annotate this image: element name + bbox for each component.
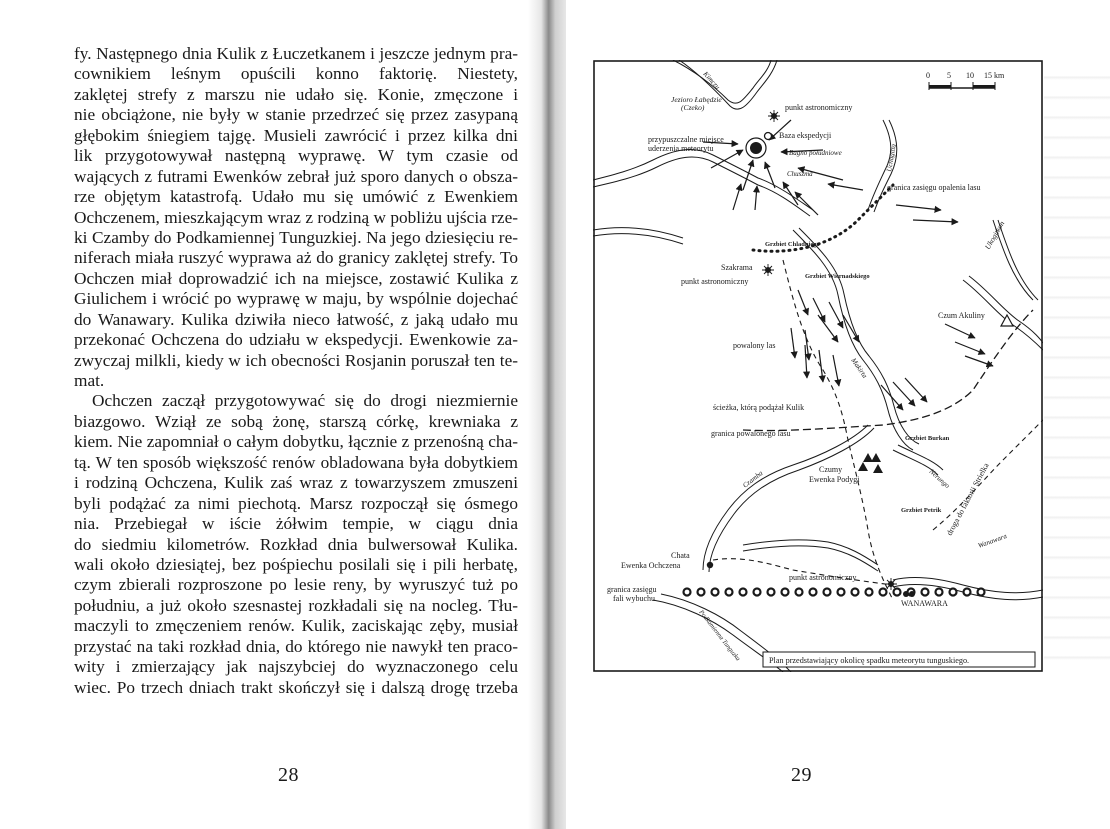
text-line: rze objętym katastrofą. Udało mu się umówić z Ewenkiem xyxy=(74,187,518,207)
petrik-ridge-label: Grzbiet Petrik xyxy=(901,507,942,514)
text-line: nie obciążone, nie były w stanie przedrzeć się przez zasypaną xyxy=(74,105,518,125)
impact-site-label-2: uderzenia meteorytu xyxy=(648,144,714,153)
scale-tick: 10 xyxy=(966,71,974,80)
text-line: przekonać Ochczena do udziału w ekspedycji. Ewenkowie za- xyxy=(74,330,518,350)
text-line: Ochczen zaczął przygotowywać się do drogi niezmiernie xyxy=(92,391,518,411)
uchagitta-label: Uchagitta xyxy=(885,143,898,173)
scale-tick: 0 xyxy=(926,71,930,80)
strielka-road-label: droga do faktorii Strielka xyxy=(944,461,991,537)
text-line: Giulichem i wrócić po wyprawę w maju, by wspólnie dojechać xyxy=(74,289,518,309)
text-line: mat. xyxy=(74,371,105,390)
map-caption: Plan przedstawiający okolicę spadku meteorytu tunguskiego. xyxy=(769,656,970,665)
lake-alt-label: (Czeko) xyxy=(681,103,705,112)
page-number-left: 28 xyxy=(278,764,299,786)
bleed-through-texture xyxy=(1044,60,1110,672)
lake-label: Jezioro Łabędzie xyxy=(671,95,722,104)
blast-limit-label-2: fali wybuchu xyxy=(613,594,655,603)
ukogitkon-label: Ukogitkon xyxy=(982,219,1007,251)
blast-limit-label: granica zasięgu xyxy=(607,585,657,594)
hut-label-2: Ewenka Ochczena xyxy=(621,561,681,570)
hut-label: Chata xyxy=(671,551,690,560)
text-line: wity i zmierzający jak najszybciej do wyznaczonego celu xyxy=(74,657,518,677)
text-line: niferach miała ruszyć wyprawa aż do granicy zaklętej strefy. To xyxy=(74,248,518,268)
left-page xyxy=(0,0,548,829)
text-line: maczyli to zmęczeniem renów. Kulik, zaciskając zęby, musiał xyxy=(74,616,518,636)
text-line: byli podążać za nimi piechotą. Marsz rozpoczął się ósmego xyxy=(74,493,518,513)
text-line: wiec. Po trzech dniach trakt skończył się i dalszą drogę trzeba xyxy=(74,677,518,697)
astronomical-point-label-bottom: punkt astronomiczny xyxy=(789,573,857,582)
text-line: nia. Przebiegał w iście żółwim tempie, w ciągu dnia xyxy=(74,514,518,534)
text-line: i rodziną Ochczena, Kulik zaś wraz z towarzyszem zmuszeni xyxy=(74,473,518,493)
burn-limit-label: granica zasięgu opalenia lasu xyxy=(887,183,981,192)
szakrama-label: Szakrama xyxy=(721,263,753,272)
text-line: do Wanawary. Kulika dziwiła nieco łatwość, z jaką udało mu xyxy=(74,309,518,329)
text-line: tą. W ten sposób większość renów obladowana była dobytkiem xyxy=(74,452,518,472)
tunguska-map xyxy=(593,60,1043,672)
scale-tick: 5 xyxy=(947,71,951,80)
astronomical-point-label-top: punkt astronomiczny xyxy=(785,103,853,112)
chums-label: Czumy xyxy=(819,465,843,474)
vernadsky-ridge-label: Grzbiet Wiernadskiego xyxy=(805,273,870,280)
text-line: wali około dziesiątej, bez pośpiechu posilali się i pili herbatę, xyxy=(74,554,518,574)
text-line: do siedmiu kilometrów. Rozkład dnia bulwersował Kulika. xyxy=(74,534,518,554)
impact-site-label: przypuszczalne miejsce xyxy=(648,135,724,144)
fallen-forest-limit-label: granica powalonego lasu xyxy=(711,429,791,438)
text-line: przystać na taki rozkład dnia, do którego nie nawykł ten praco- xyxy=(74,636,518,656)
text-line: lik przygotowywał następną wyprawę. W tym czasie od xyxy=(74,146,518,166)
czamba-label: Czamba xyxy=(741,469,765,490)
page-number-right: 29 xyxy=(791,764,812,786)
left-page-text xyxy=(74,44,518,698)
scale-tick: 15 km xyxy=(984,71,1005,80)
text-line: ki Czamby do Podkamiennej Tunguzkiej. Na jego dziesięciu re- xyxy=(74,227,518,247)
text-line: kiem. Nie zapomniał o całym dobytku, łącznie z przenośną cha- xyxy=(74,432,518,452)
astronomical-point-label-mid: punkt astronomiczny xyxy=(681,277,749,286)
fallen-forest-label: powalony las xyxy=(733,341,776,350)
text-line: Ochczen miał doprowadzić ich na miejsce, zostawić Kulika z xyxy=(74,268,518,288)
text-line: czym zbierali rozproszone po lesie reny, by wyruszyć tuż po xyxy=(74,575,518,595)
map-svg xyxy=(593,60,1043,672)
text-line: cownikiem leśnym opuścili konno faktorię. Niestety, xyxy=(74,64,518,84)
text-line: Ochczenem, mieszkającym wraz z rodziną w pobliżu ujścia rze- xyxy=(74,207,518,227)
burkan-ridge-label: Grzbiet Burkan xyxy=(905,435,950,442)
river-kimczu-label: Kimczu xyxy=(701,69,722,91)
bagno-label: Bagno południowe xyxy=(789,149,842,157)
kulik-path-label: ścieżka, którą podążał Kulik xyxy=(713,403,805,412)
text-line: południu, a już około szesnastej rozkładali się na nocleg. Tłu- xyxy=(74,595,518,615)
text-line: biazgowo. Wziął ze sobą żonę, starszą córkę, krewniaka z xyxy=(74,411,518,431)
base-icon xyxy=(765,133,772,140)
nerungo-label: Nerungo xyxy=(927,467,952,490)
chladni-ridge-label: Grzbiet Chladniego xyxy=(765,241,820,248)
chum-akulina-label: Czum Akuliny xyxy=(938,311,985,320)
text-line: głębokim śniegiem tajgę. Musieli zawrócić i przez kilka dni xyxy=(74,125,518,145)
text-line: zwyczaj milkli, kiedy w ich obecności Rosjanin poruszał ten te- xyxy=(74,350,518,370)
podyga-label: Ewenka Podygi xyxy=(809,475,860,484)
wanawara-river-label: Wanawara xyxy=(976,532,1008,550)
wanawara-town-label: WANAWARA xyxy=(901,599,948,608)
hut-icon xyxy=(707,562,713,568)
makirta-label: Makirta xyxy=(849,356,869,380)
text-line: wających z futrami Ewenków zebrał już sporo danych o obsza- xyxy=(74,166,518,186)
base-label: Baza ekspedycji xyxy=(779,131,832,140)
chuszma-label: Chuszma xyxy=(787,170,813,178)
podkamienna-label: Podkamienna Tunguzka xyxy=(697,608,742,663)
text-line: fy. Następnego dnia Kulik z Łuczetkanem i jeszcze jednym pra- xyxy=(74,44,518,63)
text-line: zaklętej strefy z marszu nie udało się. Konie, zmęczone i xyxy=(74,84,518,104)
